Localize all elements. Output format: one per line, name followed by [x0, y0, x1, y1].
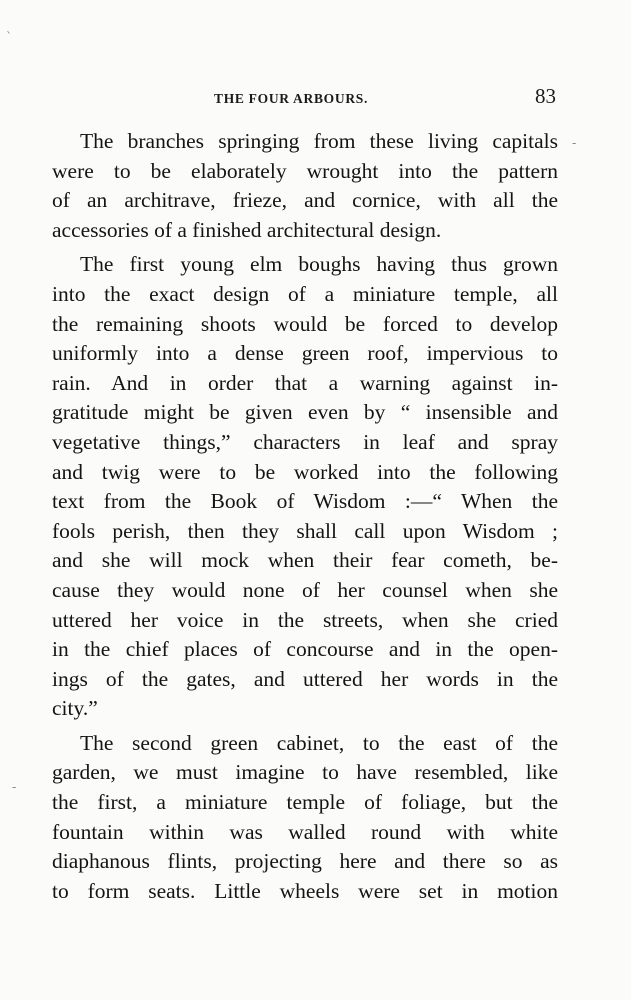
text-line: fools perish, then they shall call upon Wisdom ;	[52, 518, 558, 543]
page-number: 83	[535, 84, 556, 108]
text-line: The first young elm boughs having thus grown	[80, 252, 558, 277]
text-line: were to be elaborately wrought into the pattern	[52, 158, 558, 183]
body-text	[52, 127, 558, 906]
text-line: ings of the gates, and uttered her words in the	[52, 666, 558, 691]
text-line: accessories of a finished architectural design.	[52, 217, 442, 242]
text-line: of an architrave, frieze, and cornice, with all the	[52, 188, 558, 213]
text-line: vegetative things,” characters in leaf and spray	[52, 429, 558, 454]
text-line: uttered her voice in the streets, when she cried	[52, 607, 558, 632]
text-line: fountain within was walled round with white	[52, 819, 558, 844]
text-line: The second green cabinet, to the east of the	[80, 730, 558, 755]
scan-speck: -	[12, 780, 17, 794]
text-line: and twig were to be worked into the following	[52, 459, 558, 484]
text-line: the remaining shoots would be forced to develop	[52, 311, 558, 336]
text-line: the first, a miniature temple of foliage, but the	[52, 790, 558, 815]
text-line: The branches springing from these living capitals	[80, 129, 558, 153]
text-line: rain. And in order that a warning against in-	[52, 370, 558, 395]
text-line: and she will mock when their fear cometh, be-	[52, 548, 558, 573]
text-line: to form seats. Little wheels were set in motion	[52, 878, 558, 903]
text-line: city.”	[52, 696, 98, 721]
text-line: uniformly into a dense green roof, impervious to	[52, 341, 558, 366]
text-line: cause they would none of her counsel when she	[52, 577, 558, 602]
scan-speck: -	[572, 136, 577, 150]
scan-speck: `	[6, 30, 12, 44]
running-head	[0, 82, 631, 112]
running-title: THE FOUR ARBOURS.	[214, 91, 369, 106]
text-line: text from the Book of Wisdom :—“ When the	[52, 489, 558, 514]
text-line: gratitude might be given even by “ insensible and	[52, 400, 558, 425]
text-line: garden, we must imagine to have resembled, like	[52, 760, 558, 785]
text-line: diaphanous flints, projecting here and there so as	[52, 849, 558, 874]
text-line: into the exact design of a miniature temple, all	[52, 281, 558, 306]
text-line: in the chief places of concourse and in the open-	[52, 637, 558, 662]
